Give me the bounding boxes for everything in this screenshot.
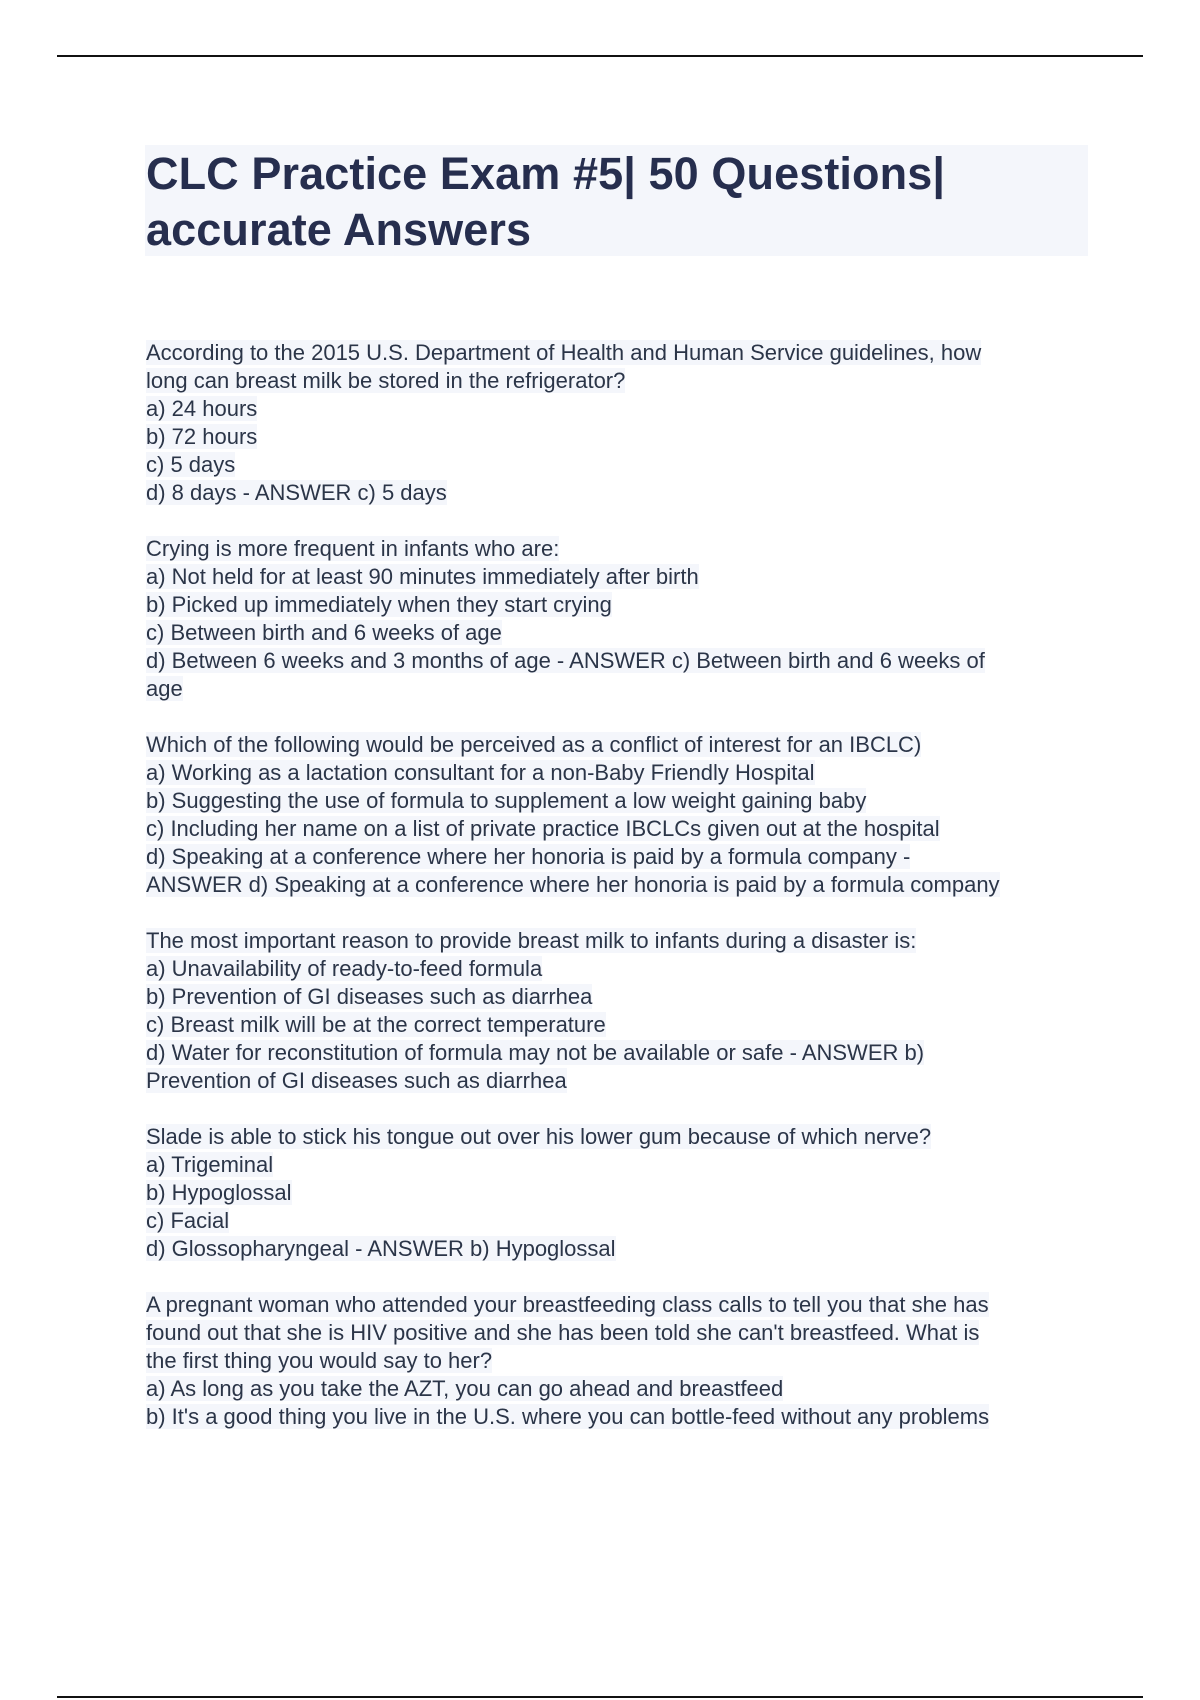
question-line bbox=[146, 1347, 1096, 1375]
question-line bbox=[146, 927, 1096, 955]
answer-text: ANSWER d) Speaking at a conference where her honoria is paid by a formula company bbox=[146, 872, 1000, 897]
question-block-1 bbox=[146, 339, 1096, 507]
question-text: found out that she is HIV positive and she has been told she can't breastfeed. What is bbox=[146, 1320, 980, 1345]
answer-line bbox=[146, 479, 1096, 507]
answer-text: d) Speaking at a conference where her honoria is paid by a formula company - bbox=[146, 844, 911, 869]
bottom-rule bbox=[57, 1696, 1143, 1698]
answer-line bbox=[146, 647, 1096, 675]
question-text: A pregnant woman who attended your breastfeeding class calls to tell you that she has bbox=[146, 1292, 989, 1317]
option-line bbox=[146, 451, 1096, 479]
question-line bbox=[146, 1123, 1096, 1151]
question-line bbox=[146, 1291, 1096, 1319]
option-text: a) Not held for at least 90 minutes immediately after birth bbox=[146, 564, 699, 589]
option-text: a) Unavailability of ready-to-feed formula bbox=[146, 956, 543, 981]
answer-text: d) Water for reconstitution of formula may not be available or safe - ANSWER b) bbox=[146, 1040, 925, 1065]
answer-line bbox=[146, 675, 1096, 703]
option-line bbox=[146, 619, 1096, 647]
option-line bbox=[146, 787, 1096, 815]
answer-line bbox=[146, 843, 1096, 871]
option-text: b) Hypoglossal bbox=[146, 1180, 292, 1205]
option-line bbox=[146, 983, 1096, 1011]
answer-text: age bbox=[146, 676, 183, 701]
answer-text: d) Between 6 weeks and 3 months of age - ANSWER c) Between birth and 6 weeks of bbox=[146, 648, 985, 673]
question-text: long can breast milk be stored in the refrigerator? bbox=[146, 368, 626, 393]
option-text: c) Including her name on a list of private practice IBCLCs given out at the hospital bbox=[146, 816, 940, 841]
option-text: b) It's a good thing you live in the U.S. where you can bottle-feed without any problems bbox=[146, 1404, 990, 1429]
option-line bbox=[146, 1179, 1096, 1207]
question-block-5 bbox=[146, 1123, 1096, 1263]
title-line: accurate Answers bbox=[146, 204, 532, 255]
answer-line bbox=[146, 1235, 1096, 1263]
option-text: c) 5 days bbox=[146, 452, 236, 477]
page-title bbox=[146, 146, 1076, 258]
option-line bbox=[146, 815, 1096, 843]
answer-text: d) 8 days - ANSWER c) 5 days bbox=[146, 480, 447, 505]
option-text: a) 24 hours bbox=[146, 396, 258, 421]
question-text: the first thing you would say to her? bbox=[146, 1348, 493, 1373]
question-line bbox=[146, 535, 1096, 563]
question-block-2 bbox=[146, 535, 1096, 703]
question-text: According to the 2015 U.S. Department of Health and Human Service guidelines, how bbox=[146, 340, 982, 365]
option-text: a) Working as a lactation consultant for a non-Baby Friendly Hospital bbox=[146, 760, 815, 785]
option-text: a) Trigeminal bbox=[146, 1152, 274, 1177]
question-line bbox=[146, 731, 1096, 759]
option-text: c) Between birth and 6 weeks of age bbox=[146, 620, 502, 645]
question-text: Slade is able to stick his tongue out over his lower gum because of which nerve? bbox=[146, 1124, 932, 1149]
option-line bbox=[146, 1011, 1096, 1039]
answer-text: Prevention of GI diseases such as diarrhea bbox=[146, 1068, 567, 1093]
answer-text: d) Glossopharyngeal - ANSWER b) Hypoglossal bbox=[146, 1236, 616, 1261]
option-line bbox=[146, 759, 1096, 787]
question-text: Crying is more frequent in infants who are: bbox=[146, 536, 560, 561]
option-text: c) Breast milk will be at the correct temperature bbox=[146, 1012, 606, 1037]
option-line bbox=[146, 591, 1096, 619]
option-line bbox=[146, 1207, 1096, 1235]
answer-line bbox=[146, 1039, 1096, 1067]
question-line bbox=[146, 367, 1096, 395]
question-text: The most important reason to provide breast milk to infants during a disaster is: bbox=[146, 928, 917, 953]
title-line: CLC Practice Exam #5| 50 Questions| bbox=[146, 148, 946, 199]
question-line bbox=[146, 1319, 1096, 1347]
question-text: Which of the following would be perceived as a conflict of interest for an IBCLC) bbox=[146, 732, 922, 757]
option-text: b) Suggesting the use of formula to supplement a low weight gaining baby bbox=[146, 788, 867, 813]
answer-line bbox=[146, 871, 1096, 899]
option-text: a) As long as you take the AZT, you can go ahead and breastfeed bbox=[146, 1376, 784, 1401]
option-line bbox=[146, 395, 1096, 423]
option-text: c) Facial bbox=[146, 1208, 230, 1233]
option-line bbox=[146, 1375, 1096, 1403]
option-text: b) Picked up immediately when they start crying bbox=[146, 592, 612, 617]
option-line bbox=[146, 955, 1096, 983]
question-list bbox=[146, 339, 1096, 1459]
question-block-4 bbox=[146, 927, 1096, 1095]
question-line bbox=[146, 339, 1096, 367]
option-text: b) Prevention of GI diseases such as diarrhea bbox=[146, 984, 593, 1009]
top-rule bbox=[57, 55, 1143, 57]
question-block-6 bbox=[146, 1291, 1096, 1431]
option-line bbox=[146, 563, 1096, 591]
option-line bbox=[146, 1151, 1096, 1179]
option-line bbox=[146, 423, 1096, 451]
answer-line bbox=[146, 1067, 1096, 1095]
option-text: b) 72 hours bbox=[146, 424, 258, 449]
question-block-3 bbox=[146, 731, 1096, 899]
option-line bbox=[146, 1403, 1096, 1431]
